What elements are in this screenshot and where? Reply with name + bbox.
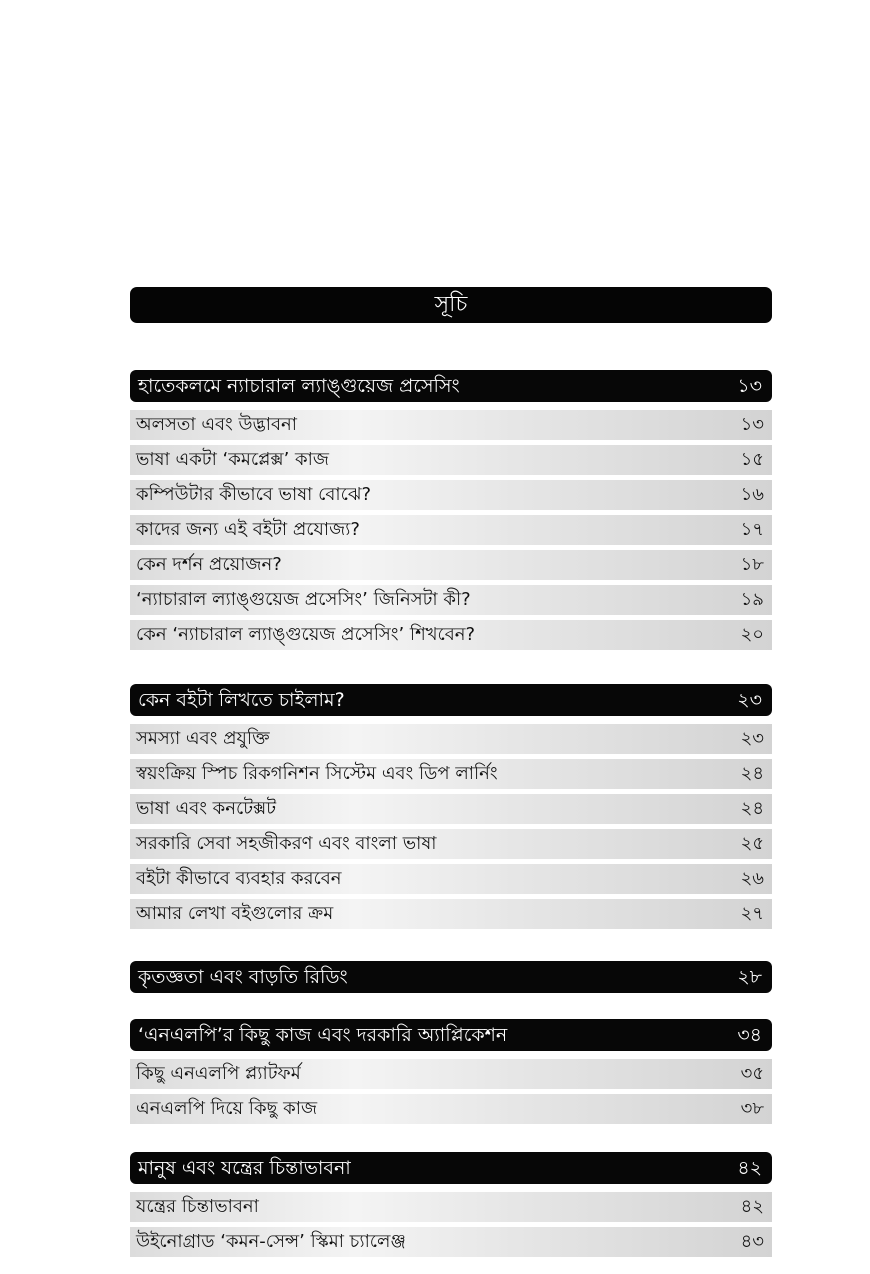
entry-page-number: ১৩ xyxy=(740,414,764,435)
toc-section xyxy=(130,684,772,934)
entry-page-number: ৩৮ xyxy=(740,1098,764,1119)
entry-label: সমস্যা এবং প্রযুক্তি xyxy=(136,728,270,749)
entry-page-number: ২৪ xyxy=(740,763,764,784)
section-page-number: ২৮ xyxy=(737,966,762,988)
toc-entry[interactable] xyxy=(130,620,772,650)
entry-page-number: ১৫ xyxy=(740,449,764,470)
toc-entry[interactable] xyxy=(130,1192,772,1222)
toc-entry[interactable] xyxy=(130,899,772,929)
toc-section xyxy=(130,1019,772,1129)
toc-entry[interactable] xyxy=(130,1094,772,1124)
entry-page-number: ৪৩ xyxy=(740,1231,764,1252)
section-heading[interactable] xyxy=(130,1152,772,1184)
section-heading-label: ‘এনএলপি’র কিছু কাজ এবং দরকারি অ্যাপ্লিকেশন xyxy=(138,1024,508,1046)
toc-entry[interactable] xyxy=(130,550,772,580)
section-page-number: ৩৪ xyxy=(737,1024,762,1046)
toc-section xyxy=(130,370,772,655)
entry-label: এনএলপি দিয়ে কিছু কাজ xyxy=(136,1098,318,1119)
entry-page-number: ১৯ xyxy=(740,589,764,610)
toc-entry[interactable] xyxy=(130,1059,772,1089)
toc-entry[interactable] xyxy=(130,1227,772,1257)
toc-entry[interactable] xyxy=(130,829,772,859)
toc-entry[interactable] xyxy=(130,724,772,754)
section-page-number: ৪২ xyxy=(737,1157,762,1179)
toc-entry[interactable] xyxy=(130,864,772,894)
entry-label: ‘ন্যাচারাল ল্যাঙ্গুয়েজ প্রসেসিং’ জিনিসটা কী? xyxy=(136,589,471,610)
entry-page-number: ১৬ xyxy=(740,484,764,505)
section-heading-label: হাতেকলমে ন্যাচারাল ল্যাঙ্গুয়েজ প্রসেসিং xyxy=(138,375,460,397)
entry-page-number: ১৭ xyxy=(740,519,764,540)
entry-page-number: ২৭ xyxy=(740,903,764,924)
entry-label: যন্ত্রের চিন্তাভাবনা xyxy=(136,1196,259,1217)
section-heading[interactable] xyxy=(130,1019,772,1051)
toc-entry[interactable] xyxy=(130,794,772,824)
section-heading-label: মানুষ এবং যন্ত্রের চিন্তাভাবনা xyxy=(138,1157,351,1179)
section-heading-label: কেন বইটা লিখতে চাইলাম? xyxy=(138,689,345,711)
entry-page-number: ২৬ xyxy=(740,868,764,889)
entry-label: ভাষা একটা ‘কমপ্লেক্স’ কাজ xyxy=(136,449,329,470)
toc-entry[interactable] xyxy=(130,445,772,475)
entry-label: আমার লেখা বইগুলোর ক্রম xyxy=(136,903,334,924)
section-heading[interactable] xyxy=(130,370,772,402)
section-page-number: ২৩ xyxy=(737,689,762,711)
entry-page-number: ২৪ xyxy=(740,798,764,819)
toc-entry[interactable] xyxy=(130,759,772,789)
entry-label: কেন ‘ন্যাচারাল ল্যাঙ্গুয়েজ প্রসেসিং’ শিখবেন? xyxy=(136,624,476,645)
entry-page-number: ২০ xyxy=(740,624,764,645)
entry-label: কম্পিউটার কীভাবে ভাষা বোঝে? xyxy=(136,484,372,505)
toc-section xyxy=(130,1152,772,1262)
toc-entry[interactable] xyxy=(130,410,772,440)
entry-label: ভাষা এবং কনটেক্সট xyxy=(136,798,277,819)
entry-page-number: ২৫ xyxy=(740,833,764,854)
toc-section xyxy=(130,961,772,1001)
entry-label: স্বয়ংক্রিয় স্পিচ রিকগনিশন সিস্টেম এবং ডিপ লার্নিং xyxy=(136,763,498,784)
toc-entry[interactable] xyxy=(130,480,772,510)
entry-label: বইটা কীভাবে ব্যবহার করবেন xyxy=(136,868,342,889)
entry-page-number: ৪২ xyxy=(740,1196,764,1217)
entry-label: কিছু এনএলপি প্ল্যাটফর্ম xyxy=(136,1063,301,1084)
section-heading[interactable] xyxy=(130,684,772,716)
entry-label: অলসতা এবং উদ্ভাবনা xyxy=(136,414,297,435)
section-heading[interactable] xyxy=(130,961,772,993)
entry-label: উইনোগ্রাড ‘কমন-সেন্স’ স্কিমা চ্যালেঞ্জ xyxy=(136,1231,406,1252)
entry-label: কাদের জন্য এই বইটা প্রযোজ্য? xyxy=(136,519,360,540)
toc-entry[interactable] xyxy=(130,515,772,545)
entry-label: কেন দর্শন প্রয়োজন? xyxy=(136,554,282,575)
entry-label: সরকারি সেবা সহজীকরণ এবং বাংলা ভাষা xyxy=(136,833,437,854)
toc-entry[interactable] xyxy=(130,585,772,615)
toc-title: সূচি xyxy=(130,287,772,323)
section-page-number: ১৩ xyxy=(737,375,762,397)
entry-page-number: ২৩ xyxy=(740,728,764,749)
entry-page-number: ৩৫ xyxy=(740,1063,764,1084)
section-heading-label: কৃতজ্ঞতা এবং বাড়তি রিডিং xyxy=(138,966,348,988)
entry-page-number: ১৮ xyxy=(740,554,764,575)
